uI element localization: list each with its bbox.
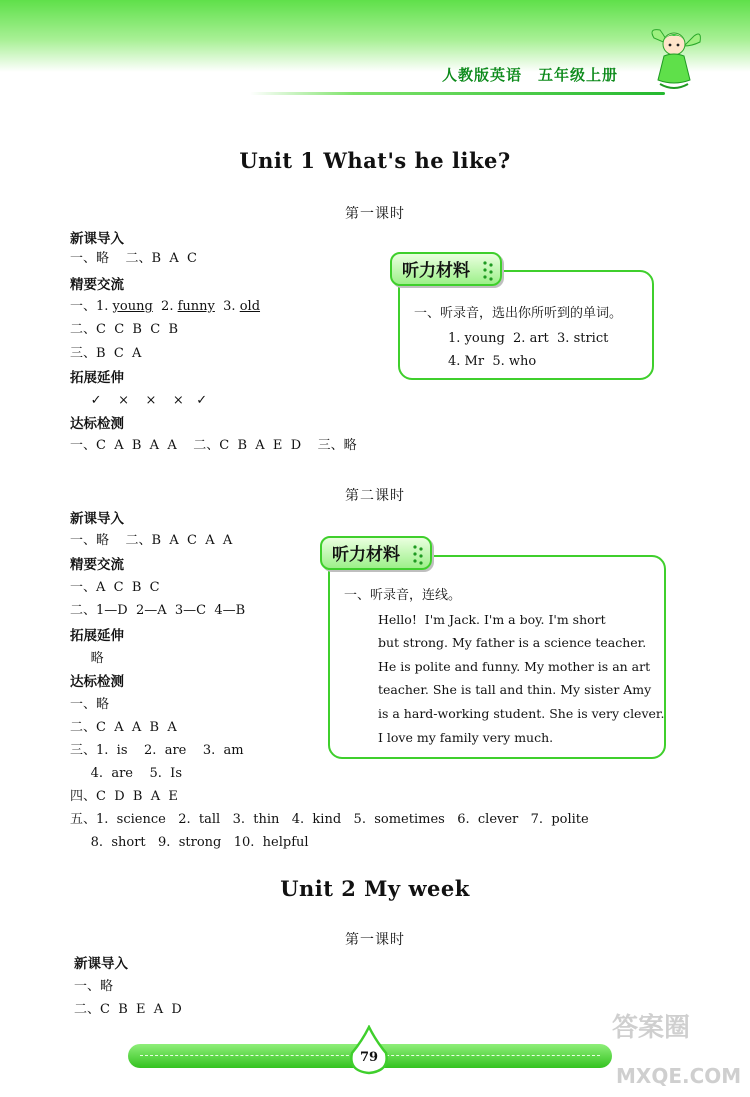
- header-band: [0, 0, 750, 72]
- listening-question: 一、听录音，连线。: [344, 588, 462, 603]
- answer-line: 一、略: [74, 979, 114, 994]
- answer-line: [70, 298, 260, 316]
- answer-line: 一、C A B A A 二、C B A E D 三、略: [70, 438, 357, 453]
- grade-label: 五年级上册: [538, 66, 619, 84]
- section-heading: 达标检测: [70, 416, 124, 432]
- answer-line: ✓ × × × ✓: [70, 393, 208, 408]
- listening-line: 1. young 2. art 3. strict: [448, 331, 609, 346]
- answer-word: old: [239, 299, 261, 314]
- unit1-lesson1-label: 第一课时: [345, 206, 405, 222]
- section-heading: 精要交流: [70, 277, 124, 293]
- answer-line: 一、略 二、B A C: [70, 251, 197, 266]
- answer-line: 四、C D B A E: [70, 789, 178, 804]
- answer-sep: 3.: [214, 299, 240, 314]
- answer-line: 一、A C B C: [70, 580, 160, 595]
- listening-line: He is polite and funny. My mother is an art: [378, 659, 651, 674]
- watermark-url: MXQE.COM: [616, 1064, 742, 1088]
- watermark: 答案圈: [612, 1013, 691, 1043]
- answer-line: 8. short 9. strong 10. helpful: [70, 835, 309, 850]
- listening-line: 4. Mr 5. who: [448, 354, 537, 369]
- section-heading: 达标检测: [70, 674, 124, 690]
- listening-line: is a hard-working student. She is very clever.: [378, 706, 665, 721]
- listening-tag: [320, 536, 432, 570]
- listening-line: but strong. My father is a science teacher.: [378, 635, 647, 650]
- listening-tag: [390, 252, 502, 286]
- listening-tag-label: 听力材料: [332, 545, 400, 565]
- answer-line: 一、略 二、B A C A A: [70, 533, 233, 548]
- unit2-title: Unit 2 My week: [280, 876, 470, 901]
- answer-word: funny: [177, 299, 215, 314]
- listening-line: teacher. She is tall and thin. My sister Amy: [378, 682, 652, 697]
- listening-line: I love my family very much.: [378, 730, 554, 745]
- unit1-title: Unit 1 What's he like?: [239, 148, 511, 173]
- listening-tag-label: 听力材料: [402, 261, 470, 281]
- listening-line: Hello! I'm Jack. I'm a boy. I'm short: [378, 612, 606, 627]
- answer-line: 二、C A A B A: [70, 720, 177, 735]
- dots-icon: [412, 544, 426, 566]
- section-heading: 拓展延伸: [70, 370, 124, 386]
- answer-line: 二、C B E A D: [74, 1002, 182, 1017]
- section-heading: 新课导入: [70, 231, 124, 247]
- answer-sep: 2.: [152, 299, 178, 314]
- answer-line: 略: [70, 651, 104, 666]
- answer-line: 二、C C B C B: [70, 322, 179, 337]
- header-rule: [250, 92, 665, 95]
- answer-line: 4. are 5. Is: [70, 766, 182, 781]
- book-header: [442, 64, 634, 85]
- fairy-mascot-icon: [646, 24, 702, 94]
- answer-word: young: [112, 299, 153, 314]
- answer-line: 五、1. science 2. tall 3. thin 4. kind 5. sometimes 6. clever 7. polite: [70, 812, 589, 827]
- answer-line: 二、1—D 2—A 3—C 4—B: [70, 603, 246, 618]
- answer-line: 一、略: [70, 697, 110, 712]
- listening-question: 一、听录音，选出你所听到的单词。: [414, 306, 623, 321]
- section-heading: 新课导入: [70, 511, 124, 527]
- section-heading: 新课导入: [74, 956, 128, 972]
- book-title: 人教版英语: [442, 66, 523, 84]
- page-number: 79: [359, 1050, 379, 1065]
- section-heading: 拓展延伸: [70, 628, 124, 644]
- section-heading: 精要交流: [70, 557, 124, 573]
- dots-icon: [482, 260, 496, 282]
- answer-line: 三、B C A: [70, 346, 142, 361]
- unit2-lesson1-label: 第一课时: [345, 932, 405, 948]
- answer-prefix: 一、1.: [70, 299, 113, 314]
- answer-line: 三、1. is 2. are 3. am: [70, 743, 244, 758]
- unit1-lesson2-label: 第二课时: [345, 488, 405, 504]
